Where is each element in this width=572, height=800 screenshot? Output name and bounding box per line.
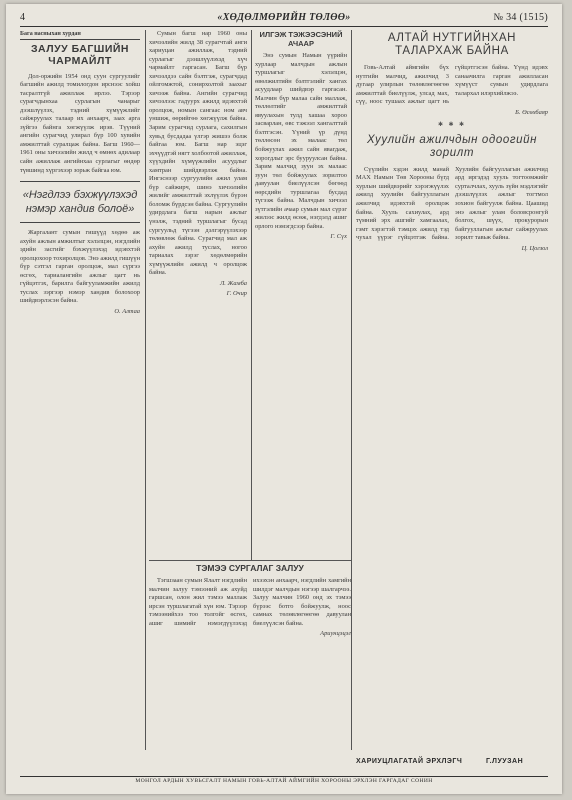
- article-headline: АЛТАЙ НУТГИЙНХАН ТАЛАРХАЖ БАЙНА: [387, 32, 517, 57]
- article-body: Говь-Алтай аймгийн бүх нутгийн малчид, ажилчид 3 дугаар улирлын төлөвлөгөөгөө амжилттай биелүүлж, улсад мах, сүү, ноос тушаах ажлыг цагт нь гүйцэтгэсэн байна. Үүнд идэвх санаачилга гарган ажилласан хүмүүст сумын удирдлага талархал илэрхийлжээ.: [356, 64, 548, 106]
- editor-name: Г.ЛУУЗАН: [486, 758, 524, 765]
- page-footer: МОНГОЛ АРДЫН ХУВЬСГАЛТ НАМЫН ГОВЬ-АЛТАЙ АЙМГИЙН ХОРООНЫ ЭРХЛЭН ГАРГАДАГ СОНИН: [20, 776, 548, 788]
- article-body: Тэгшзаан сумын Ялалт нэгдлийн малчин залуу тэмээний аж ахуйд гаршсан, олон жил тэмээ маллаж ирсэн туршлагатай хүн юм. Тэрээр тэмээнийхээ тоо толгойг өсгөх, ашиг шимийг нэмэгдүүлэхэд ихээхэн анхаарч, нэгдлийн хамгийн шилдэг малчдын нэгээр шалгарчээ. Залуу малчин 1960 онд эх тэмээ бүрээс ботго бойжуулж, ноос самнах төлөвлөгөөгөө давуулан биелүүлсэн байна.: [149, 577, 351, 627]
- article-divider: [149, 560, 351, 561]
- article-body: Сумын багш нар 1960 оны хичээлийн жилд 38 сурагчтай анги хариуцан ажиллаж, тэдний сурлагыг дээшлүүлэхэд хүч чармайлт гаргасан. Багш бүр хичээлдээ сайн бэлтгэж, сурагчдад ойлгомжтой, сонирхолтой заахыг хичээж байна. Ангийн сурагчид хичээлээс гадуурх ажилд идэвхтэй оролцож, номын сангаас ном авч уншиж, өөрийгөө хөгжүүлж байна. Зарим сурагчид сурлага, сахилгын хувьд бусдадаа үлгэр жишээ болж байгаа юм. Багш нар эцэг эхчүүдтэй нягт холбоотой ажиллаж, хүүхдийн хүмүүжлийн асуудлыг хамтран шийдвэрлэж байна. Ингэснээр сургуулийн ажил улам бүр сайжирч, шинэ хичээлийн жилийг амжилттай эхлүүлэх бүрэн боломж бүрдсэн байна. Сургуулийн удирдлага багш нарын ажлыг үнэлж, тэдний туршлагыг бусад сургуульд түгээн дэлгэрүүлэхээр төлөвлөж байна. Сурагчид мал аж ахуйн ажилд туслах, ногоо тариалах зэрэг хөдөлмөрийн хүмүүжлийн ажилд ч оролцож байна.: [149, 30, 247, 277]
- article-headline: ИЛГЭЖ ТЭЖЭЭСЭНИЙ АЧААР: [259, 30, 343, 48]
- author-signature: Ариунцэцэг: [320, 630, 351, 638]
- column-3: [255, 30, 347, 555]
- editor-caption: ХАРИУЦЛАГАТАЙ ЭРХЛЭГЧ: [356, 758, 463, 765]
- newspaper-page: [6, 4, 562, 794]
- page-number: 4: [20, 12, 26, 23]
- article-headline: ЗАЛУУ БАГШИЙН ЧАРМАЙЛТ: [30, 42, 130, 67]
- column-divider: [145, 30, 146, 750]
- article-headline: Хуулийн ажилчдын одоогийн зорилт: [366, 133, 538, 159]
- article-body: Сүүлийн хэдэн жилд манай МАХ Намын Төв Хорооны бүгд хурлын шийдвэрийг хэрэгжүүлэх ажилд хуулийн байгууллагын ажилчид идэвхтэй оролцож байна. Хууль сахиулах, ард түмний эрх ашгийг хамгаалах, гэмт хэрэгтэй тэмцэх ажилд тэд чухал үүрэг гүйцэтгэж байна. Хуулийн байгууллагын ажилчид ард иргэдэд хууль тогтоомжийг сурталчлах, хууль зүйн мэдлэгийг дээшлүүлэх ажлыг тогтмол зохион байгуулж байна. Цаашид энэ ажлыг улам боловсронгуй болгох, шүүх, прокурорын байгууллагын ажлыг сайжруулах зорилт тавьж байна.: [356, 165, 548, 242]
- newspaper-title: «ХӨДӨЛМӨРИЙН ТӨЛӨӨ»: [217, 12, 351, 23]
- column-4: [356, 30, 548, 750]
- masthead: [20, 10, 548, 27]
- article-headline: ТЭМЭЭ СУРГАЛАГ ЗАЛУУ: [196, 564, 304, 573]
- author-signature: Ц. Цогзол: [521, 244, 548, 252]
- column-1: [20, 30, 140, 772]
- author-signature: Б. Өсөхбаяр: [515, 108, 548, 116]
- author-signature: Л. Жамба: [219, 279, 247, 287]
- section-rubric: Бага насныхан хурдан: [20, 30, 140, 40]
- bottom-article: [149, 564, 351, 754]
- author-signature: Г. Очир: [226, 290, 247, 298]
- boxed-headline: «Нэгдлээ бэхжүүлэхэд нэмэр хандив болоё»: [20, 181, 140, 223]
- column-divider: [351, 30, 352, 750]
- section-divider: ✱ ✱ ✱: [437, 122, 467, 129]
- article-body: Энэ сумын Намын үүрийн хурлаар малчдын ажлын туршлагыг хэлэлцэн, өвөлжилтийн бэлтгэлийг хангах асуудлаар шийдвэр гаргасан. Малчин бүр малаа сайн маллаж, төллөлтийг амжилттай явуулахын тулд хашаа хороо засварлан, өвс тэжээл хангалттай бэлтгэсэн. Үүний үр дүнд төллөсөн эх малаас төл бойжуулах ажил сайн явагдаж, хорогдлыг эрс бууруулсан байна. Зарим малчид зуун эх малаас зуун төл бойжуулах зорилтоо давуулан биелүүлсэн бөгөөд өөрсдийн туршлагаа бусдад түгээж байна. Малчдын хичээл зүтгэлийн ачаар сумын мал сүрэг жилээс жилд өсөж, нэгдэлд ашиг орлого нэмэгдсээр байна.: [255, 52, 347, 230]
- author-signature: Г. Сүх: [330, 233, 347, 241]
- author-signature: О. Алтаа: [114, 308, 140, 316]
- article-body: Дол-оржийн 1954 онд суун сургуулийг багшийн ажилд томилогдон ирснээс хойш тасралтгүй ажиллаж ирлээ. Тэрээр сурагчдынхаа сурлагын чанарыг дээшлүүлэх, тэдний хүмүүжлийг сайжруулах талаар их анхаарч, заах арга зүйгээ байнга хөгжүүлж ирэв. Түүний ангийн сурагчид улирал бүр 100 хувийн амжилттай суралцаж байна. Багш 1960—1961 оны хичээлийн жилд ч өмнөх адилаар сайн ажиллаж ангийнхаа сурлагыг өндөр түвшинд хүргэхээр зорьж байгаа юм.: [20, 72, 140, 174]
- article-body: Жаргалант сумын гишүүд хөдөө аж ахуйн ажлын амжилтыг хэлэлцэн, нэгдлийн эдийн засгийг бэхжүүлэхэд идэвхтэй оролцохоор тохиролцов. Энэ ажилд гишүүн бүр сэтгэл гарган оролцож, мал сүргээ өсгөх, тариалангийн ажлыг цагт нь гүйцэтгэх, барилга байгууламжийн ажилд туслах зэргээр нэмэр хандив болохоор шийдвэрлэсэн байна.: [20, 229, 140, 305]
- issue-number: № 34 (1515): [493, 12, 548, 23]
- column-divider: [251, 30, 252, 560]
